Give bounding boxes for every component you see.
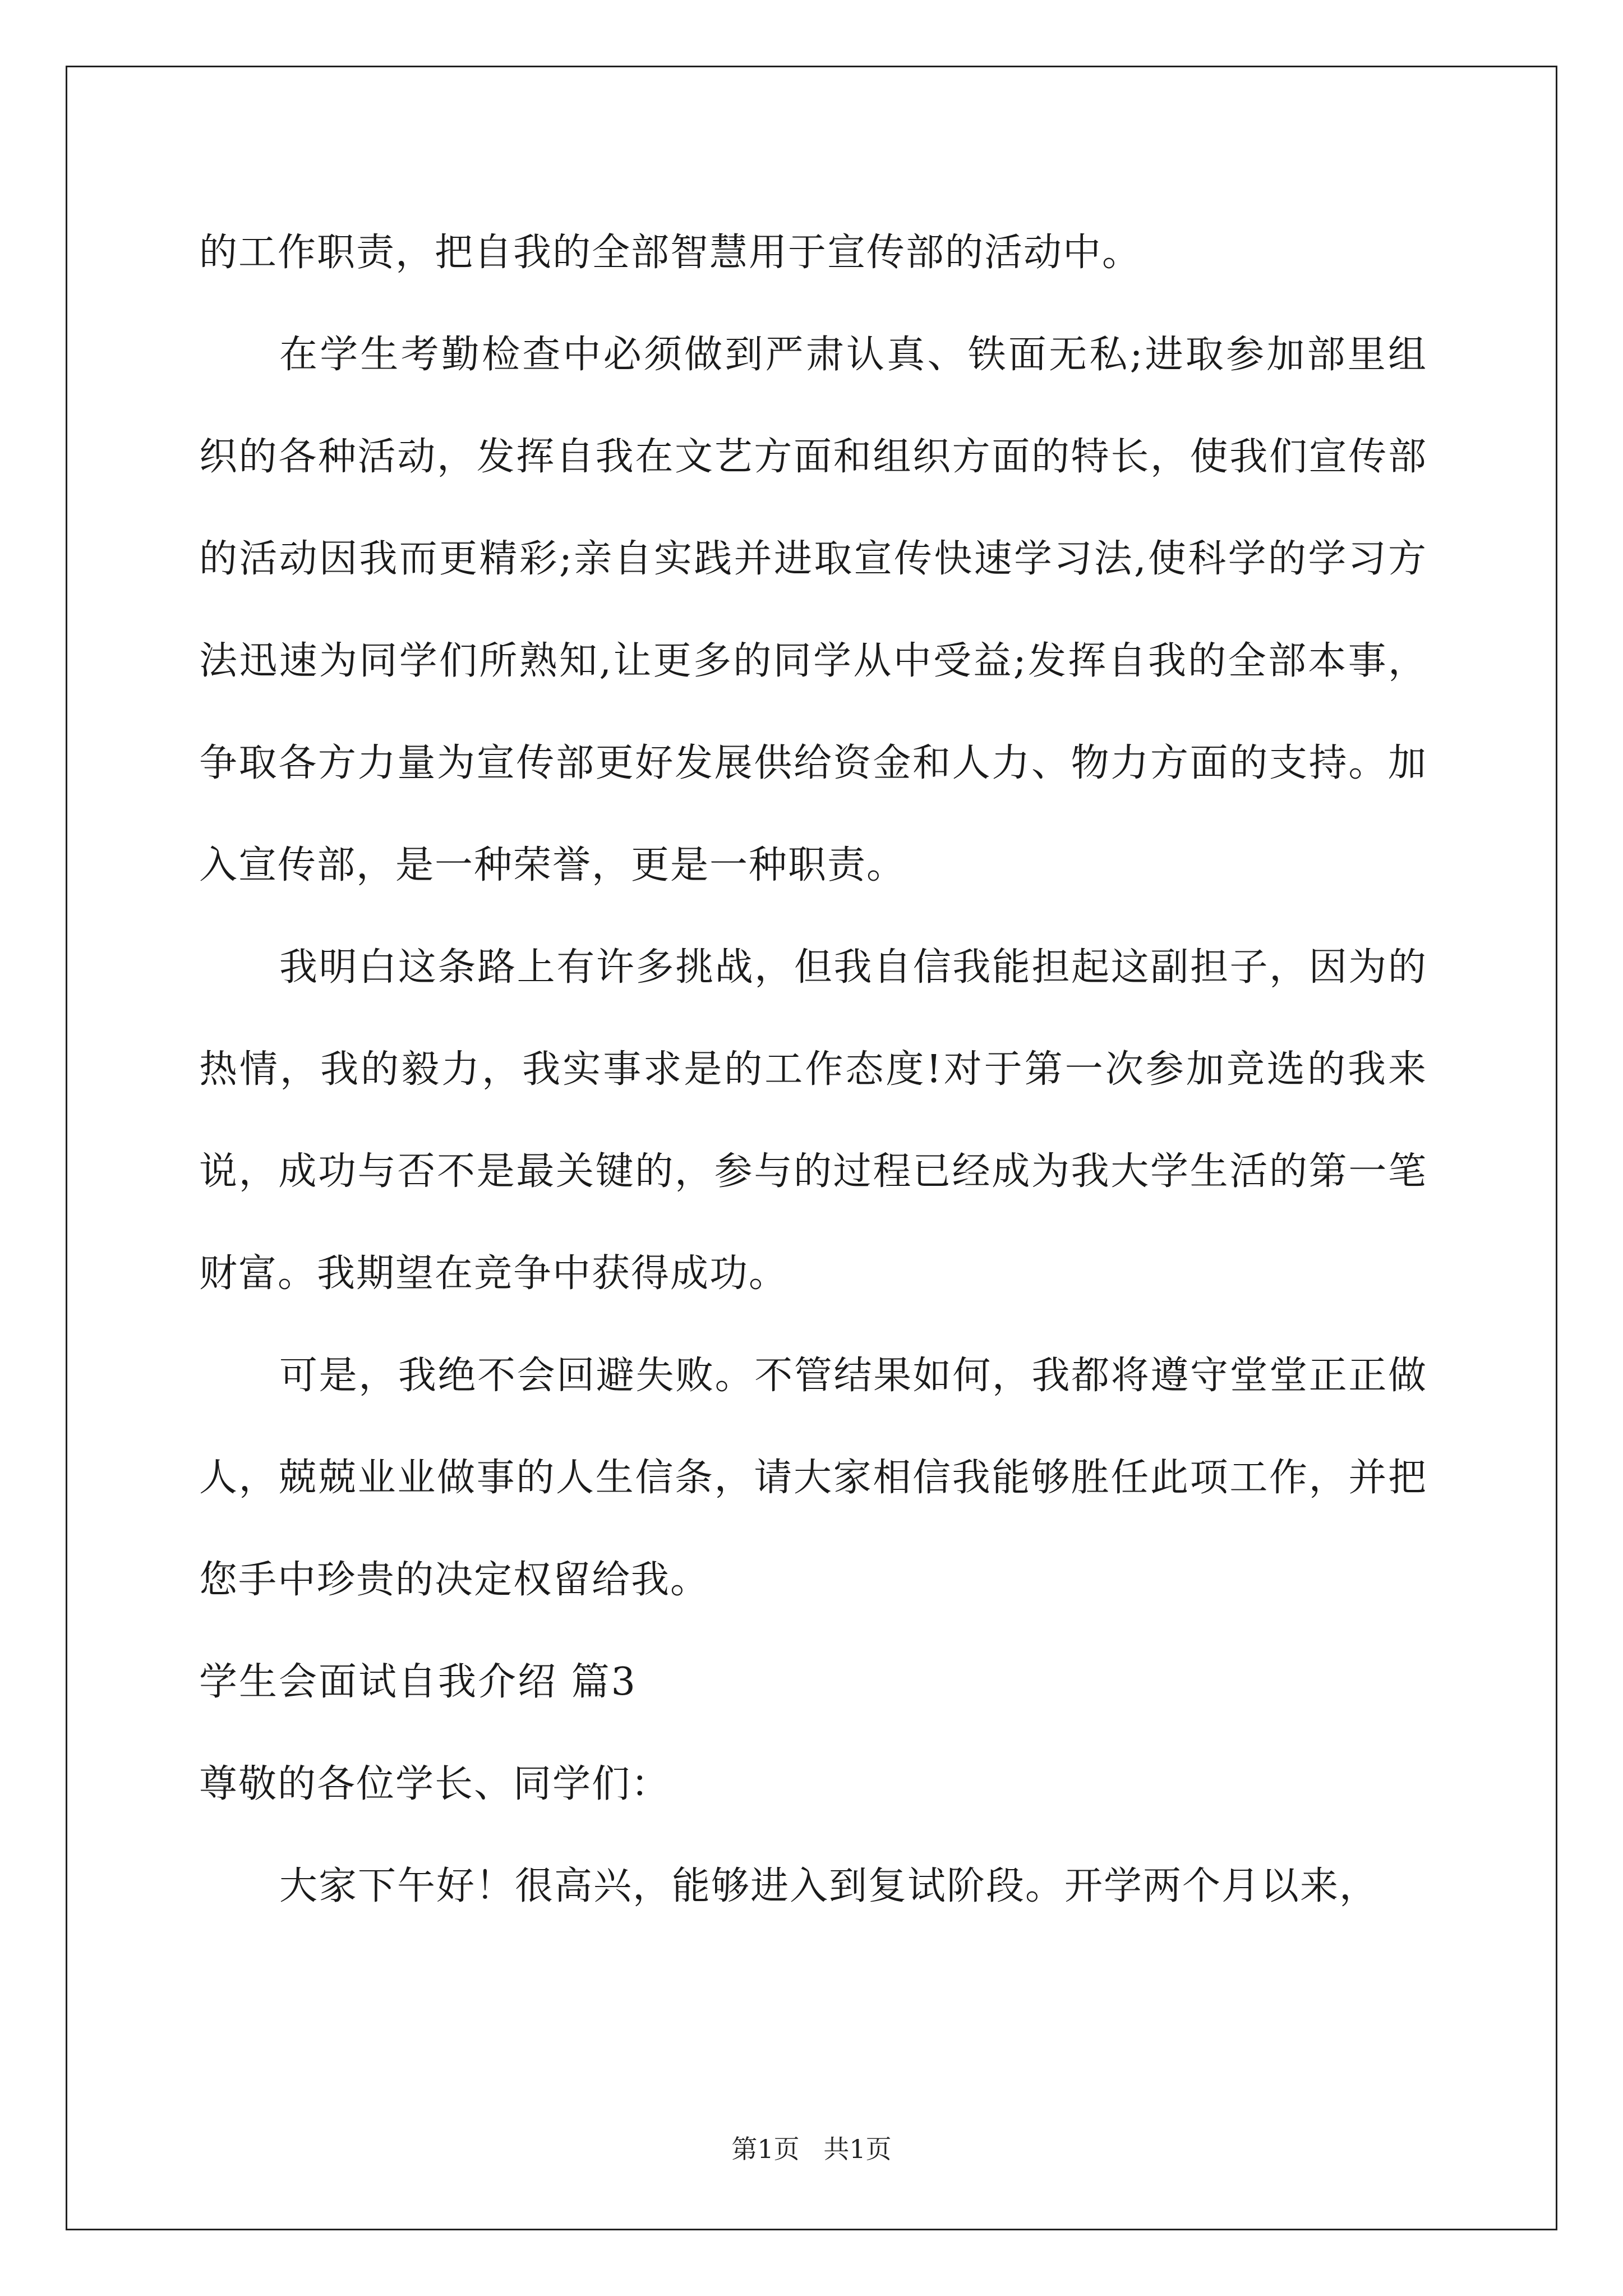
paragraph-duties: 在学生考勤检查中必须做到严肃认真、铁面无私;进取参加部里组织的各种活动，发挥自我在文艺方面和组织方面的特长，使我们宣传部的活动因我而更精彩;亲自实践并进取宣传快速学习法,使科学的学习方法迅速为同学们所熟知,让更多的同学从中受益;发挥自我的全部本事，争取各方力量为宣传部更好发展供给资金和人力、物力方面的支持。加入宣传部，是一种荣誉，更是一种职责。 [199, 333, 1427, 887]
paragraph-greeting: 大家下午好！很高兴，能够进入到复试阶段。开学两个月以来， [279, 1864, 1379, 1908]
paragraph-challenges: 我明白这条路上有许多挑战，但我自信我能担起这副担子，因为的热情，我的毅力，我实事求是的工作态度!对于第一次参加竞选的我来说，成功与否不是最关键的，参与的过程已经成为我大学生活的第一笔财富。我期望在竞争中获得成功。 [199, 945, 1427, 1296]
page-number-current: 第1页 [731, 2134, 800, 2164]
page-number-total: 共1页 [823, 2134, 892, 2164]
page-footer [0, 2129, 1623, 2166]
section-heading: 学生会面试自我介绍 篇3 [199, 1660, 637, 1704]
salutation: 尊敬的各位学长、同学们： [199, 1762, 671, 1806]
document-body [199, 202, 1427, 1938]
paragraph-continuation: 的工作职责，把自我的全部智慧用于宣传部的活动中。 [199, 231, 1142, 275]
paragraph-failure: 可是，我绝不会回避失败。不管结果如何，我都将遵守堂堂正正做人，兢兢业业做事的人生信条，请大家相信我能够胜任此项工作，并把您手中珍贵的决定权留给我。 [199, 1354, 1427, 1602]
